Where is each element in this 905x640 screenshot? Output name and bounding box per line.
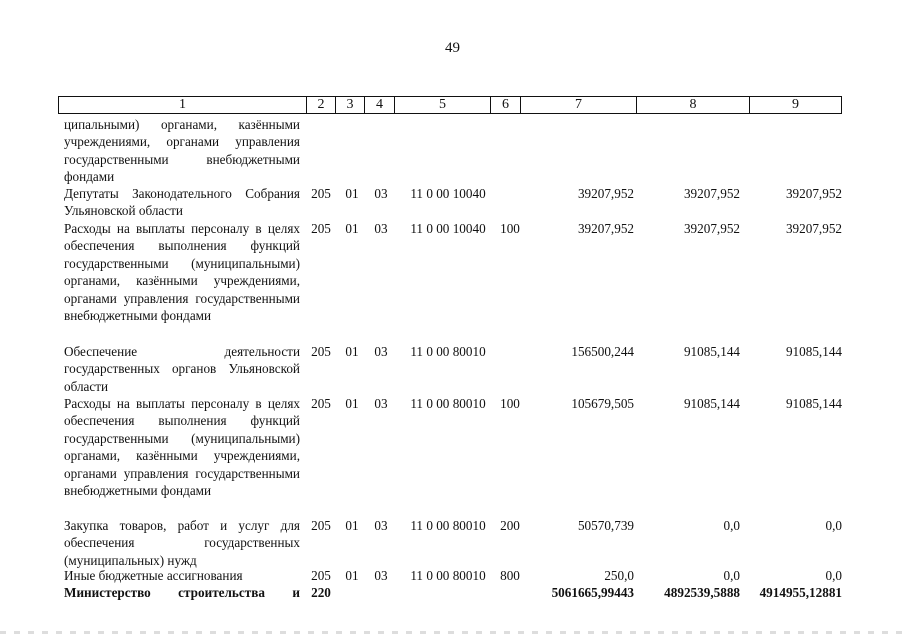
cell-subsection: 03 bbox=[374, 221, 388, 236]
cell-amount-8: 91085,144 bbox=[683, 396, 740, 411]
cell-amount-9: 39207,952 bbox=[785, 186, 842, 201]
column-header-2: 2 bbox=[307, 97, 336, 114]
row-name: Расходы на выплаты персоналу в целях обеспечения выполнения функций государственными (муниципальными) органами, казёнными учреждениями, органами управления государственными внебюджетными фондами bbox=[64, 396, 300, 499]
row-name: Закупка товаров, работ и услуг для обеспечения государственных (муниципальных) нужд bbox=[64, 518, 300, 568]
cell-expense-type: 200 bbox=[500, 518, 520, 533]
cell-subsection: 03 bbox=[374, 518, 388, 533]
cell-amount-9: 4914955,12881 bbox=[759, 585, 842, 600]
cell-section: 01 bbox=[345, 518, 359, 533]
cell-expense-type: 100 bbox=[500, 221, 520, 236]
cell-admin-code: 220 bbox=[311, 585, 331, 600]
row-name: Расходы на выплаты персоналу в целях обеспечения выполнения функций государственными (муниципальными) органами, казёнными учреждениями, органами управления государственными внебюджетными фондами bbox=[64, 221, 300, 324]
cell-target-article: 11 0 00 80010 bbox=[410, 344, 486, 359]
column-header-1: 1 bbox=[59, 97, 307, 114]
cell-target-article: 11 0 00 10040 bbox=[410, 186, 486, 201]
cell-admin-code: 205 bbox=[311, 186, 331, 201]
cell-admin-code: 205 bbox=[311, 396, 331, 411]
column-header-5: 5 bbox=[395, 97, 491, 114]
cell-subsection: 03 bbox=[374, 186, 388, 201]
column-header-8: 8 bbox=[637, 97, 750, 114]
cell-amount-7: 156500,244 bbox=[571, 344, 634, 359]
column-header-table bbox=[58, 96, 842, 114]
cell-amount-8: 39207,952 bbox=[683, 186, 740, 201]
cell-amount-9: 39207,952 bbox=[785, 221, 842, 236]
cell-amount-7: 39207,952 bbox=[577, 186, 634, 201]
cell-amount-8: 39207,952 bbox=[683, 221, 740, 236]
cell-target-article: 11 0 00 80010 bbox=[410, 396, 486, 411]
cell-admin-code: 205 bbox=[311, 568, 331, 583]
cell-amount-9: 91085,144 bbox=[785, 344, 842, 359]
cell-amount-7: 250,0 bbox=[604, 568, 634, 583]
cell-amount-7: 39207,952 bbox=[577, 221, 634, 236]
cell-section: 01 bbox=[345, 221, 359, 236]
cell-amount-9: 0,0 bbox=[825, 568, 842, 583]
cell-amount-8: 4892539,5888 bbox=[664, 585, 740, 600]
column-header-3: 3 bbox=[336, 97, 365, 114]
row-name: Министерство строительства и bbox=[64, 585, 300, 600]
column-header-7: 7 bbox=[521, 97, 637, 114]
cell-amount-8: 0,0 bbox=[723, 568, 740, 583]
cell-amount-7: 50570,739 bbox=[577, 518, 634, 533]
cell-amount-8: 91085,144 bbox=[683, 344, 740, 359]
cell-section: 01 bbox=[345, 568, 359, 583]
cell-expense-type: 100 bbox=[500, 396, 520, 411]
cell-target-article: 11 0 00 10040 bbox=[410, 221, 486, 236]
row-name: Обеспечение деятельности государственных органов Ульяновской области bbox=[64, 344, 300, 394]
scan-edge-artifact bbox=[0, 631, 905, 634]
cell-section: 01 bbox=[345, 186, 359, 201]
column-header-9: 9 bbox=[750, 97, 842, 114]
cell-admin-code: 205 bbox=[311, 518, 331, 533]
row-name: ципальными) органами, казёнными учреждениями, органами управления государственными внебюджетными фондами bbox=[64, 117, 300, 185]
cell-target-article: 11 0 00 80010 bbox=[410, 518, 486, 533]
column-header-4: 4 bbox=[365, 97, 395, 114]
column-header-6: 6 bbox=[491, 97, 521, 114]
cell-subsection: 03 bbox=[374, 396, 388, 411]
cell-amount-9: 0,0 bbox=[825, 518, 842, 533]
cell-admin-code: 205 bbox=[311, 221, 331, 236]
cell-amount-9: 91085,144 bbox=[785, 396, 842, 411]
cell-amount-7: 5061665,99443 bbox=[551, 585, 634, 600]
cell-subsection: 03 bbox=[374, 568, 388, 583]
cell-expense-type: 800 bbox=[500, 568, 520, 583]
cell-section: 01 bbox=[345, 396, 359, 411]
cell-amount-8: 0,0 bbox=[723, 518, 740, 533]
cell-target-article: 11 0 00 80010 bbox=[410, 568, 486, 583]
page-number: 49 bbox=[445, 40, 460, 56]
cell-subsection: 03 bbox=[374, 344, 388, 359]
row-name: Депутаты Законодательного Собрания Ульяновской области bbox=[64, 186, 300, 219]
cell-amount-7: 105679,505 bbox=[571, 396, 634, 411]
cell-section: 01 bbox=[345, 344, 359, 359]
row-name: Иные бюджетные ассигнования bbox=[64, 568, 243, 583]
cell-admin-code: 205 bbox=[311, 344, 331, 359]
